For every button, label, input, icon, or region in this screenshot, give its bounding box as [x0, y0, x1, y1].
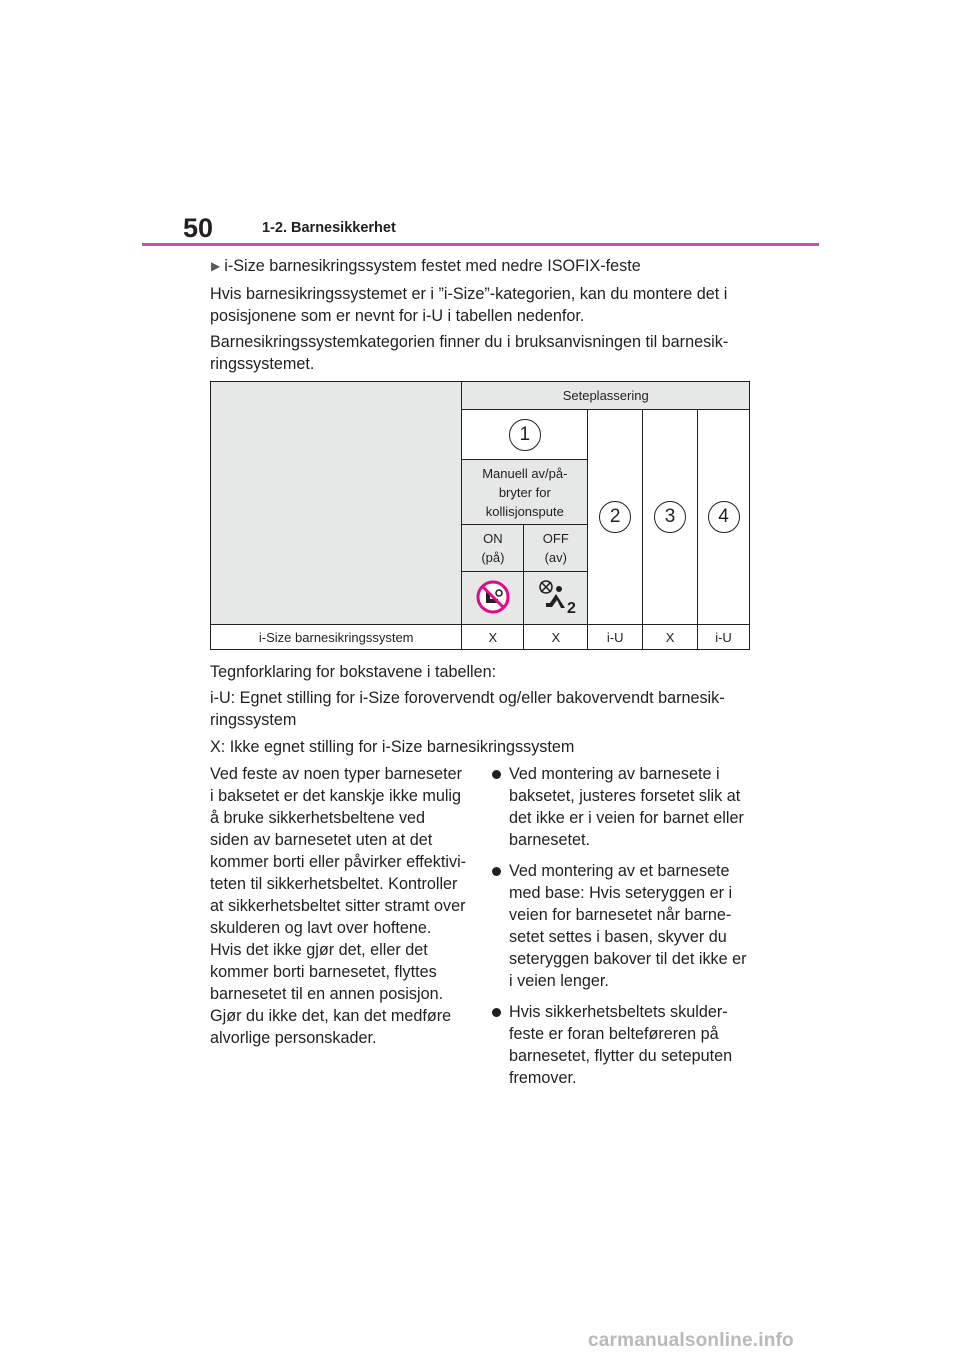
airbag-off-cell: OFF (av) [524, 525, 588, 572]
airbag-off-icon-cell [524, 572, 588, 625]
bullet-dot-icon [492, 1008, 501, 1017]
seat-placement-header: Seteplassering [462, 382, 750, 410]
seat-number-1: 1 [509, 419, 541, 451]
airbag-on-cell: ON (på) [462, 525, 524, 572]
seat-number-4: 4 [708, 501, 740, 533]
row-value-3: i-U [588, 625, 643, 650]
svg-text:2: 2 [566, 599, 576, 616]
intro-paragraph-2: Barnesikringssystemkategorien finner du i bruksanvisningen til barnesik- ringssystemet. [210, 333, 729, 373]
bullet-list [492, 763, 754, 1098]
seat-1-cell [462, 410, 588, 460]
watermark-link[interactable]: carmanualsonline.info [588, 1330, 794, 1351]
manual-switch-cell: Manuell av/på- bryter for kollisjonspute [462, 460, 588, 525]
list-item: Ved montering av barnesete i baksetet, justeres forsetet slik at det ikke er i veien for barnet eller barnesetet. [492, 763, 754, 851]
seat-number-3: 3 [654, 501, 686, 533]
legend-iu: i-U: Egnet stilling for i-Size forovervendt og/eller bakovervendt barnesik- ringssystem [210, 689, 725, 729]
header-rule [142, 243, 819, 246]
airbag-passenger-off-icon [536, 578, 576, 616]
intro-paragraph-1: Hvis barnesikringssystemet er i ”i-Size”-kategorien, kan du montere det i posisjonene som er nevnt for i-U i tabellen nedenfor. [210, 285, 728, 325]
subheading-text: i-Size barnesikringssystem festet med nedre ISOFIX-feste [224, 257, 641, 275]
row-label-cell: i-Size barnesikringssystem [211, 625, 462, 650]
row-value-2: X [524, 625, 588, 650]
seat-4-cell [698, 410, 750, 625]
bullet-dot-icon [492, 867, 501, 876]
legend-x: X: Ikke egnet stilling for i-Size barnesikringssystem [210, 738, 575, 756]
seat-number-2: 2 [599, 501, 631, 533]
airbag-on-icon-cell [462, 572, 524, 625]
bullet-dot-icon [492, 770, 501, 779]
row-value-1: X [462, 625, 524, 650]
list-item: Hvis sikkerhetsbeltets skulder- feste er foran belteføreren på barnesetet, flytter du seteputen fremover. [492, 1001, 754, 1089]
list-item: Ved montering av et barnesete med base: Hvis seteryggen er i veien for barnesetet når barne- setet settes i basen, skyver du seteryggen bakover til det ikke er i veien lenger. [492, 860, 754, 992]
legend-title: Tegnforklaring for bokstavene i tabellen: [210, 663, 497, 681]
arrow-right-icon: ▶ [211, 259, 221, 273]
airbag-off-child-seat-icon [475, 579, 511, 615]
table-corner-cell [211, 382, 462, 625]
caution-paragraph: Ved feste av noen typer barneseter i baksetet er det kanskje ikke mulig å bruke sikkerhetsbeltene ved siden av barnesetet uten at det kommer borti eller påvirker effektivi- teten til sikkerhetsbeltet. Kontroller at sikkerhetsbeltet sitter stramt over skulderen og lavt over hoftene. Hvis det ikke gjør det, eller det kommer borti barnesetet, flyttes barnesetet til en annen posisjon. Gjør du ikke det, kan det medføre alvorlige personskader. [210, 765, 467, 1047]
seat-3-cell [643, 410, 698, 625]
section-title: 1-2. Barnesikkerhet [262, 220, 396, 236]
row-value-4: X [643, 625, 698, 650]
subheading [211, 255, 641, 278]
page-number: 50 [183, 213, 214, 243]
seat-position-table [210, 381, 750, 650]
row-value-5: i-U [698, 625, 750, 650]
seat-2-cell [588, 410, 643, 625]
